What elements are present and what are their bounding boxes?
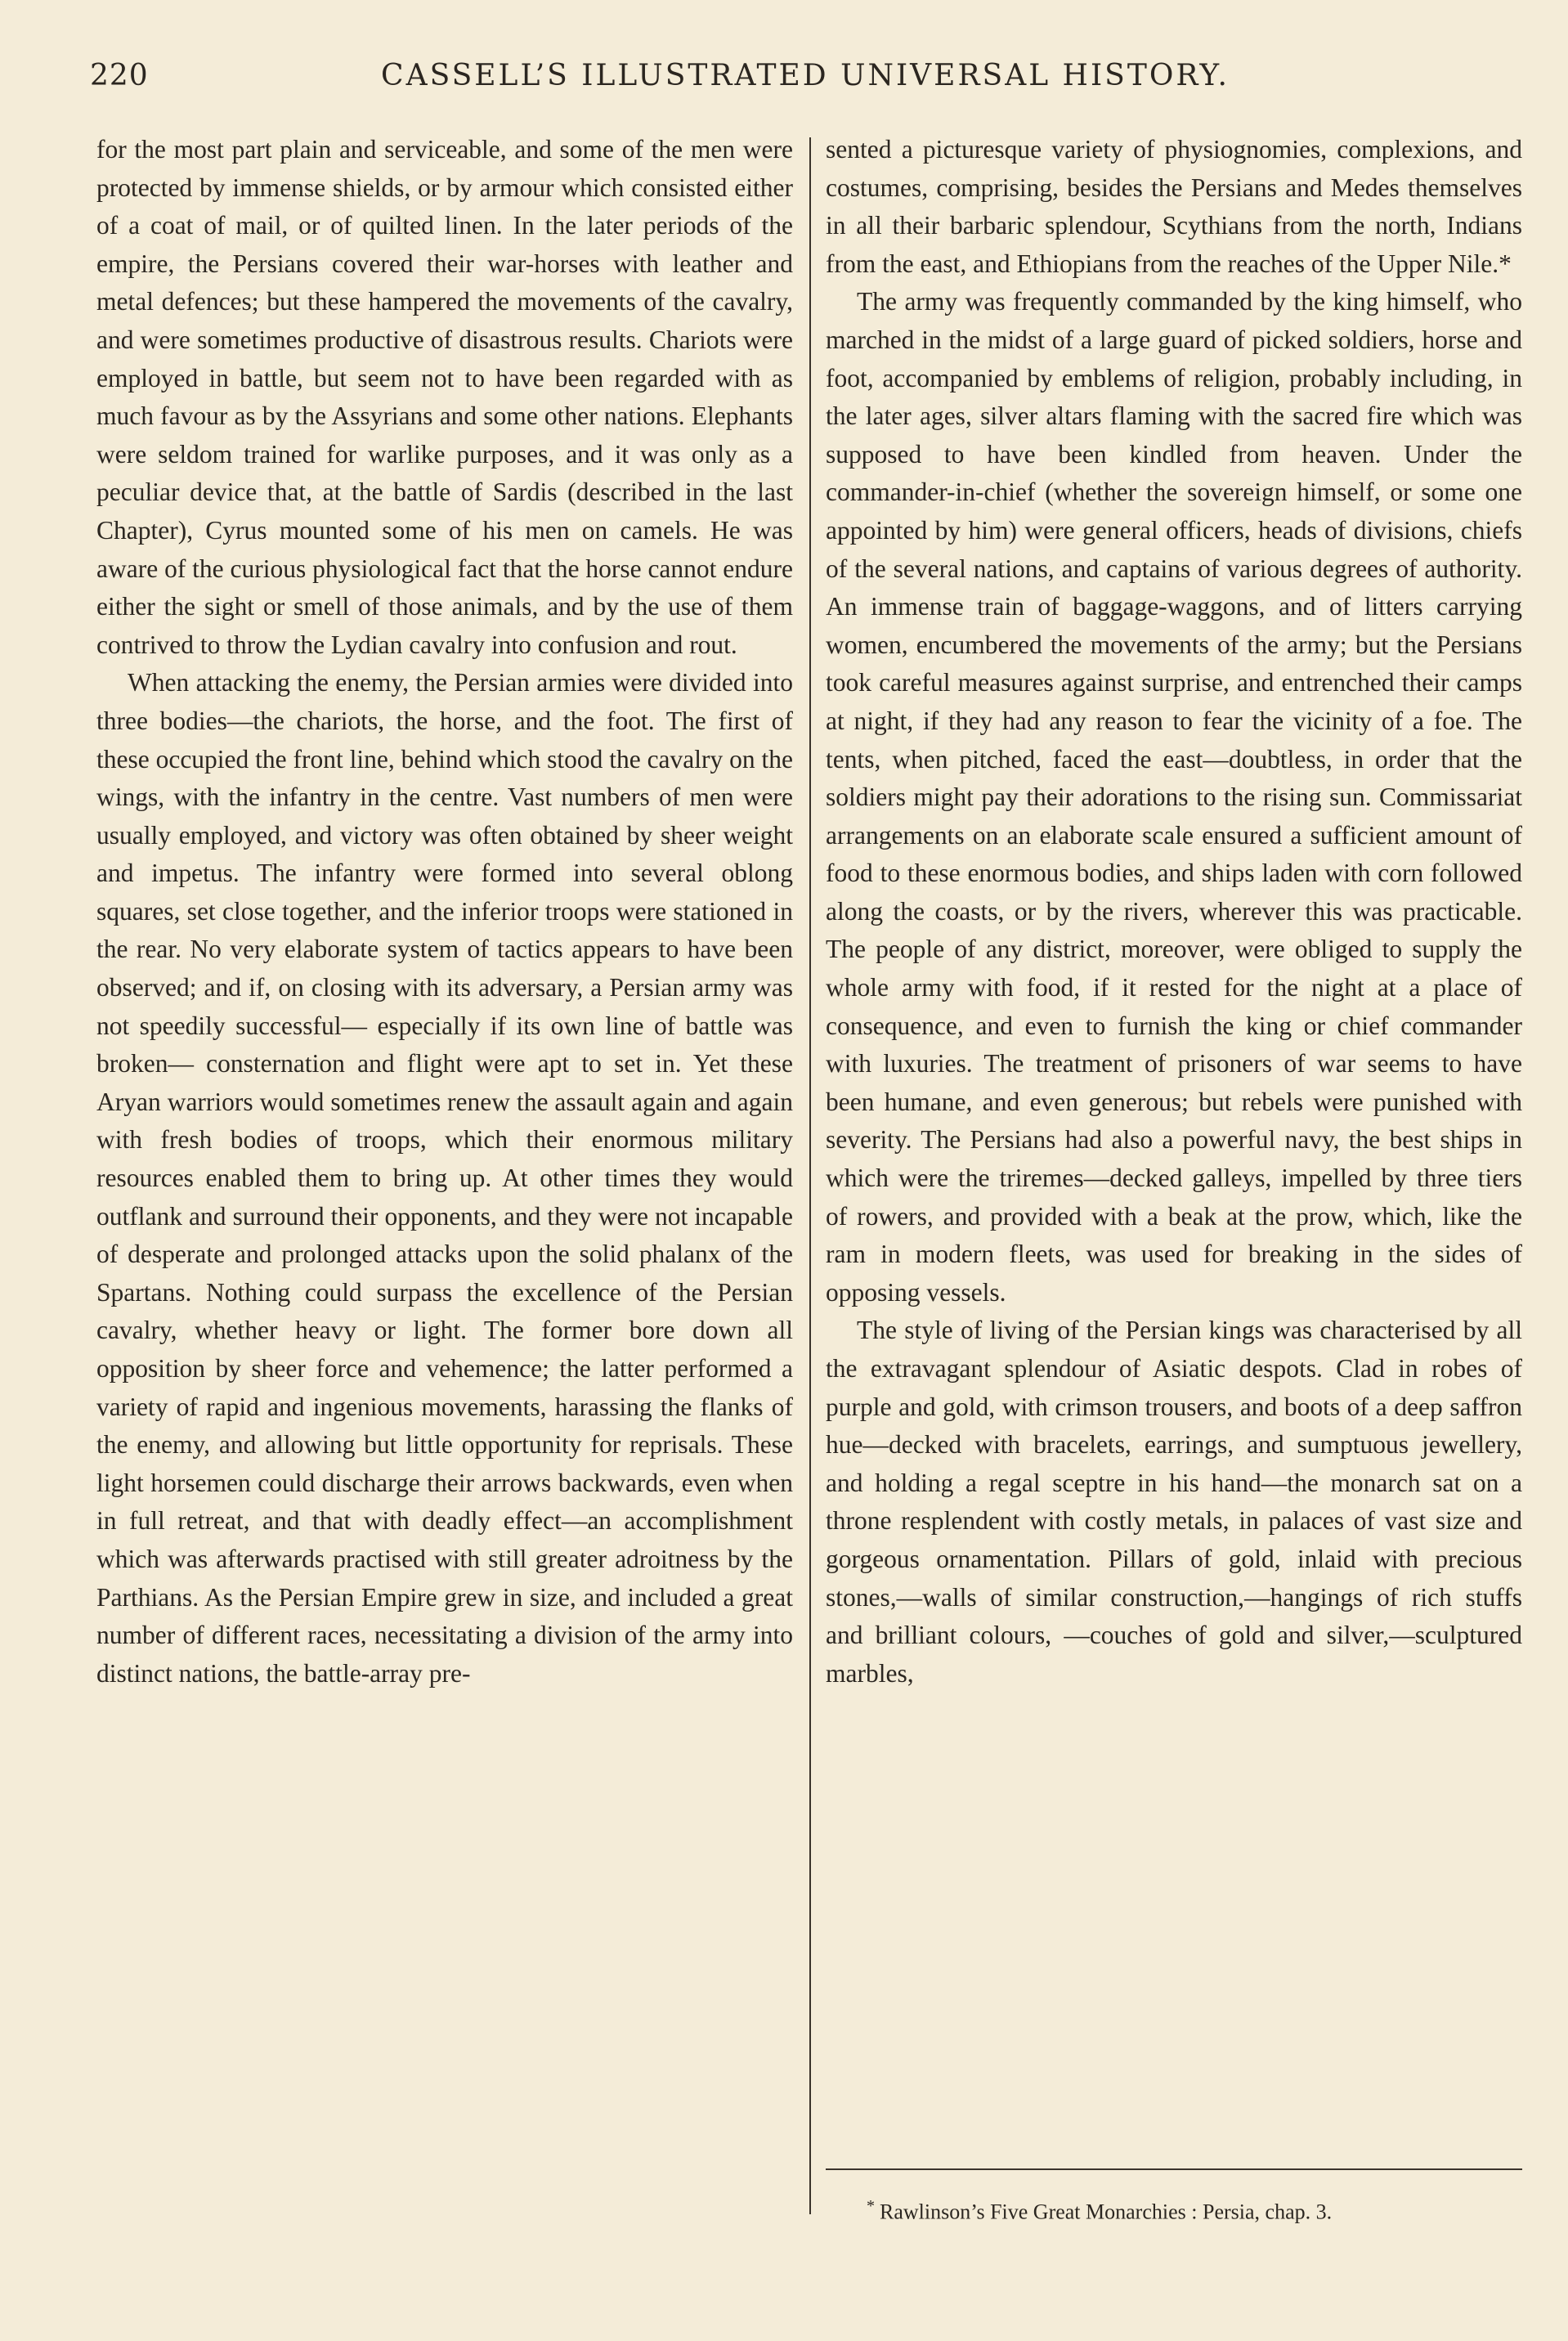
footnote [867,2191,1521,2227]
paragraph: The style of living of the Persian kings was characterised by all the extravagant splendour of Asiatic despots. Clad in robes of purple and gold, with crimson trousers, and boots of a deep saffron hue—decked with bracelets, earrings, and sumptuous jewellery, and holding a regal sceptre in his hand—the monarch sat on a throne resplendent with costly metals, in palaces of vast size and gorgeous ornamentation. Pillars of gold, inlaid with precious stones,—walls of similar construction,—hangings of rich stuffs and brilliant colours, —couches of gold and silver,—sculptured marbles, [826,1316,1522,1688]
running-title: CASSELL’S ILLUSTRATED UNIVERSAL HISTORY. [381,59,1230,92]
paragraph: The army was frequently commanded by the king himself, who marched in the midst of a large guard of picked soldiers, horse and foot, accompanied by emblems of religion, probably including, in the later ages, silver altars flaming with the sacred fire which was supposed to have been kindled from heaven. Under the commander-in-chief (whether the sovereign himself, or some one appointed by him) were general officers, heads of divisions, chiefs of the several nations, and captains of various degrees of authority. An immense train of baggage-waggons, and of litters carrying women, encumbered the movements of the army; but the Persians took careful measures against surprise, and entrenched their camps at night, if they had any reason to fear the vicinity of a foe. The tents, when pitched, faced the east—doubtless, in order that the soldiers might pay their adorations to the rising sun. Commissariat arrangements on an elaborate scale ensured a sufficient amount of food to these enormous bodies, and ships laden with corn followed along the coasts, or by the rivers, wherever this was practicable. The people of any district, moreover, were obliged to supply the whole army with food, if it rested for the night at a place of consequence, and even to furnish the king or chief commander with luxuries. The treatment of prisoners of war seems to have been humane, and even generous; but rebels were punished with severity. The Persians had also a powerful navy, the best ships in which were the triremes—decked galleys, impelled by three tiers of rowers, and provided with a beak at the prow, which, like the ram in modern fleets, was used for breaking in the sides of opposing vessels. [826,287,1522,1307]
right-column [826,131,1522,1693]
paragraph: for the most part plain and serviceable, and some of the men were protected by immense shields, or by armour which consisted either of a coat of mail, or of quilted linen. In the later periods of the empire, the Persians covered their war-horses with leather and metal defences; but these hampered the movements of the cavalry, and were sometimes productive of disastrous results. Chariots were employed in battle, but seem not to have been regarded with as much favour as by the Assyrians and some other nations. Elephants were seldom trained for warlike purposes, and it was only as a peculiar device that, at the battle of Sardis (described in the last Chapter), Cyrus mounted some of his men on camels. He was aware of the curious physiological fact that the horse cannot endure either the sight or smell of those animals, and by the use of them contrived to throw the Lydian cavalry into confusion and rout. [96,135,793,659]
left-column [96,131,793,1693]
footnote-divider [826,2168,1522,2170]
column-divider [809,137,811,2214]
paragraph: When attacking the enemy, the Persian armies were divided into three bodies—the chariots, the horse, and the foot. The first of these occupied the front line, behind which stood the cavalry on the wings, with the infantry in the centre. Vast numbers of men were usually employed, and victory was often obtained by sheer weight and impetus. The infantry were formed into several oblong squares, set close together, and the inferior troops were stationed in the rear. No very elaborate system of tactics appears to have been observed; and if, on closing with its adversary, a Persian army was not speedily successful— especially if its own line of battle was broken— consternation and flight were apt to set in. Yet these Aryan warriors would sometimes renew the assault again and again with fresh bodies of troops, which their enormous military resources enabled them to bring up. At other times they would outflank and surround their opponents, and they were not incapable of desperate and prolonged attacks upon the solid phalanx of the Spartans. Nothing could surpass the excellence of the Persian cavalry, whether heavy or light. The former bore down all opposition by sheer force and vehemence; the latter performed a variety of rapid and ingenious movements, harassing the flanks of the enemy, and allowing but little opportunity for reprisals. These light horsemen could discharge their arrows backwards, even when in full retreat, and that with deadly effect—an accomplishment which was afterwards practised with still greater adroitness by the Parthians. As the Persian Empire grew in size, and included a great number of different races, necessitating a division of the army into distinct nations, the battle-array pre- [96,668,793,1688]
page-number: 220 [90,59,149,92]
footnote-text: Rawlinson’s Five Great Monarchies : Persia, chap. 3. [880,2200,1333,2224]
footnote-marker: * [867,2197,875,2215]
paragraph: sented a picturesque variety of physiognomies, complexions, and costumes, comprising, besides the Persians and Medes themselves in all their barbaric splendour, Scythians from the north, Indians from the east, and Ethiopians from the reaches of the Upper Nile.* [826,135,1522,278]
page-header [90,59,1521,105]
